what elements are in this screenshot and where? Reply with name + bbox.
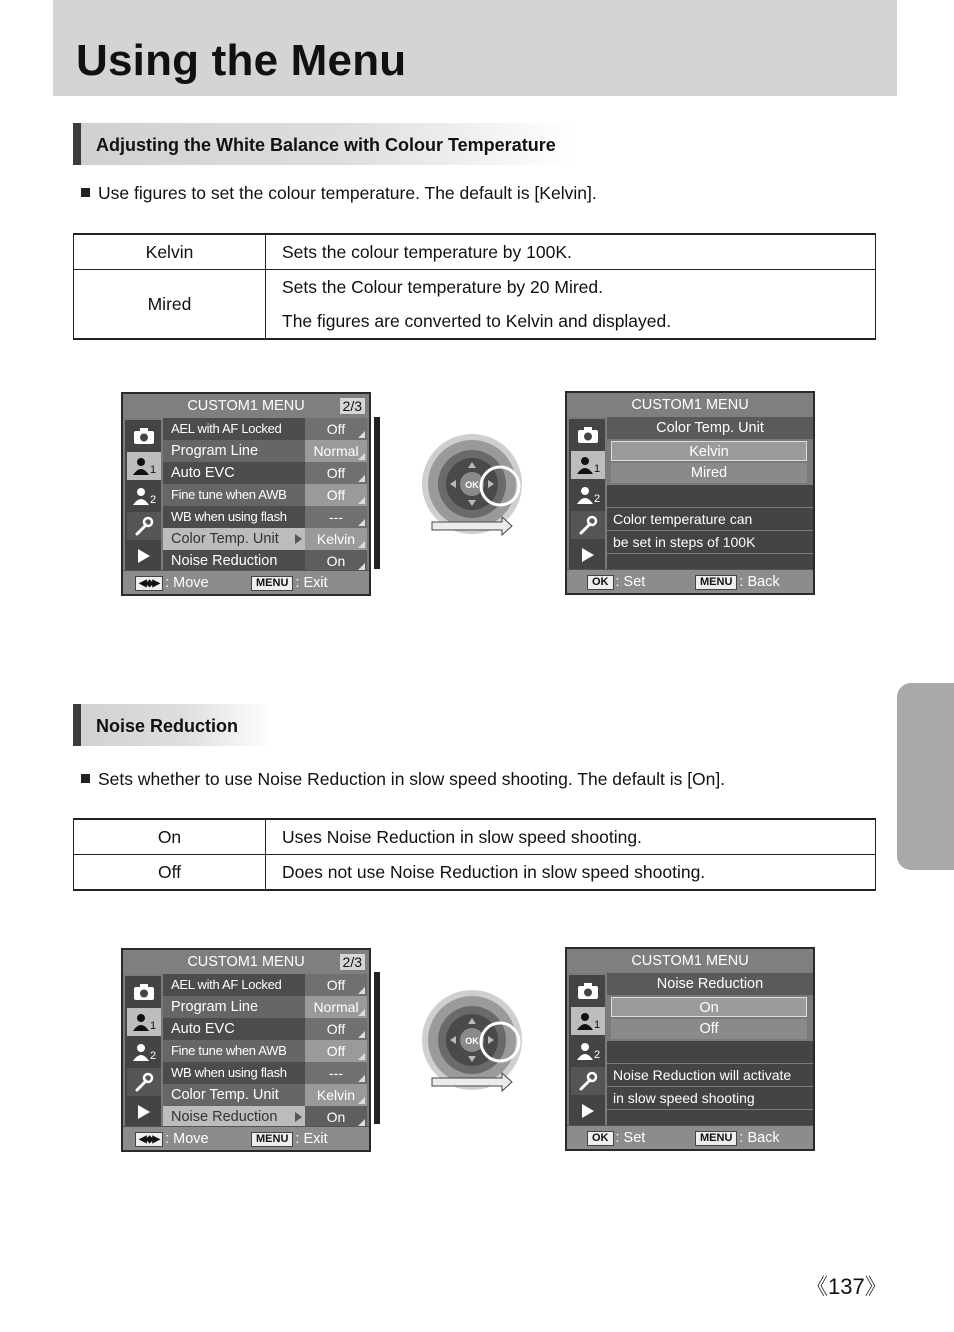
corner-marker-icon bbox=[358, 563, 365, 570]
footer-exit bbox=[251, 1131, 328, 1147]
menu-item[interactable] bbox=[163, 506, 369, 528]
icon-subscript: 1 bbox=[593, 1019, 601, 1031]
page-number: 《137》 bbox=[806, 1274, 887, 1299]
menu-item-value bbox=[305, 1018, 367, 1040]
heading-bar bbox=[73, 123, 81, 165]
ok-key-icon: OK bbox=[587, 1131, 614, 1146]
play-icon[interactable] bbox=[571, 1097, 605, 1125]
menu-page-indicator: 2/3 bbox=[340, 398, 365, 414]
wrench-icon[interactable] bbox=[571, 1067, 605, 1095]
menu-item-value-text: Off bbox=[326, 421, 346, 437]
camera-icon[interactable] bbox=[571, 977, 605, 1005]
menu-item-value-text: On bbox=[326, 553, 346, 569]
table-row bbox=[74, 855, 876, 891]
menu-item[interactable] bbox=[163, 1018, 369, 1040]
corner-marker-icon bbox=[358, 1119, 365, 1126]
corner-marker-icon bbox=[358, 497, 365, 504]
menu-title: CUSTOM1 MENU bbox=[631, 953, 749, 969]
menu-key-icon: MENU bbox=[251, 1132, 293, 1147]
menu-item-value bbox=[305, 996, 367, 1018]
bullet-text: Sets whether to use Noise Reduction in slow speed shooting. The default is [On]. bbox=[98, 769, 726, 789]
table-value bbox=[266, 234, 876, 270]
arrow-right-icon bbox=[295, 534, 302, 544]
submenu-option-selected[interactable]: Kelvin bbox=[611, 441, 807, 461]
table-key: Mired bbox=[74, 270, 266, 340]
custom1-icon[interactable] bbox=[571, 1007, 605, 1035]
play-icon[interactable] bbox=[127, 1098, 161, 1126]
scrollbar-thumb[interactable] bbox=[375, 973, 379, 1123]
noise-reduction-table bbox=[73, 818, 876, 891]
move-key-icon: ◀◆▶ bbox=[135, 1132, 163, 1147]
footer-move-text: : Move bbox=[165, 575, 209, 591]
icon-subscript: 2 bbox=[593, 493, 601, 505]
section-heading-colour-temperature bbox=[73, 123, 573, 165]
submenu-spacer bbox=[607, 485, 813, 507]
move-key-icon: ◀◆▶ bbox=[135, 576, 163, 591]
footer-back-text: : Back bbox=[739, 574, 780, 590]
menu-header bbox=[123, 394, 369, 418]
table-value-line: The figures are converted to Kelvin and displayed. bbox=[282, 311, 672, 331]
submenu-help-text: Color temperature can bbox=[607, 508, 813, 530]
table-key: Off bbox=[74, 855, 266, 891]
custom2-icon[interactable] bbox=[571, 481, 605, 509]
table-value bbox=[266, 819, 876, 855]
menu-footer bbox=[567, 569, 813, 593]
custom1-icon[interactable] bbox=[127, 452, 161, 480]
menu-item-value-text: Off bbox=[326, 1021, 346, 1037]
bullet-text: Use figures to set the colour temperature. The default is [Kelvin]. bbox=[98, 183, 597, 203]
icon-subscript: 2 bbox=[593, 1049, 601, 1061]
corner-marker-icon bbox=[358, 1075, 365, 1082]
footer-back bbox=[695, 574, 780, 590]
submenu-help-text: be set in steps of 100K bbox=[607, 531, 813, 553]
menu-item-label: WB when using flash bbox=[163, 506, 305, 528]
submenu-spacer bbox=[607, 1041, 813, 1063]
menu-item-value bbox=[305, 440, 367, 462]
corner-marker-icon bbox=[358, 519, 365, 526]
footer-move-text: : Move bbox=[165, 1131, 209, 1147]
menu-item-label bbox=[163, 528, 305, 550]
wrench-icon[interactable] bbox=[571, 511, 605, 539]
corner-marker-icon bbox=[358, 475, 365, 482]
menu-item[interactable] bbox=[163, 462, 369, 484]
menu-item-selected[interactable] bbox=[163, 528, 369, 550]
menu-header bbox=[567, 393, 813, 417]
footer-exit-text: : Exit bbox=[295, 575, 328, 591]
corner-marker-icon bbox=[358, 431, 365, 438]
section-heading-noise-reduction bbox=[73, 704, 273, 746]
menu-item[interactable] bbox=[163, 1084, 369, 1106]
table-row bbox=[74, 819, 876, 855]
bullet-square-icon bbox=[81, 188, 90, 197]
submenu-title: Noise Reduction bbox=[607, 973, 813, 995]
ok-label: OK bbox=[465, 480, 479, 490]
camera-icon[interactable] bbox=[127, 422, 161, 450]
table-value bbox=[266, 270, 876, 340]
submenu-option[interactable]: Off bbox=[611, 1019, 807, 1039]
menu-item[interactable] bbox=[163, 974, 369, 996]
menu-item-value-text: Off bbox=[326, 977, 346, 993]
arrow-right-icon bbox=[295, 1112, 302, 1122]
camera-submenu-screen bbox=[565, 947, 815, 1151]
corner-marker-icon bbox=[358, 1097, 365, 1104]
menu-item-value bbox=[305, 974, 367, 996]
menu-footer bbox=[123, 1126, 369, 1150]
menu-item-label: Fine tune when AWB bbox=[163, 1040, 305, 1062]
scrollbar-thumb[interactable] bbox=[375, 418, 379, 568]
menu-item[interactable] bbox=[163, 484, 369, 506]
corner-marker-icon bbox=[358, 453, 365, 460]
footer-back-text: : Back bbox=[739, 1130, 780, 1146]
ok-label: OK bbox=[465, 1036, 479, 1046]
menu-tab-icons bbox=[125, 976, 161, 1126]
submenu-help-text: in slow speed shooting bbox=[607, 1087, 813, 1109]
custom1-icon[interactable] bbox=[571, 451, 605, 479]
icon-subscript: 1 bbox=[149, 1020, 157, 1032]
menu-item-value bbox=[305, 1040, 367, 1062]
table-row bbox=[74, 234, 876, 270]
menu-item-value bbox=[305, 1062, 367, 1084]
footer-move bbox=[135, 1131, 209, 1147]
menu-item-value bbox=[305, 506, 367, 528]
menu-footer bbox=[567, 1125, 813, 1149]
menu-item-label: Noise Reduction bbox=[163, 550, 305, 572]
camera-menu-screen bbox=[121, 948, 371, 1152]
play-icon[interactable] bbox=[571, 541, 605, 569]
table-value-line: Uses Noise Reduction in slow speed shooting. bbox=[282, 827, 642, 847]
bullet-square-icon bbox=[81, 774, 90, 783]
camera-menu-screen bbox=[121, 392, 371, 596]
bullet-colour-temperature bbox=[81, 183, 597, 204]
menu-item-value bbox=[305, 484, 367, 506]
play-icon[interactable] bbox=[127, 542, 161, 570]
ok-dial-icon bbox=[420, 432, 528, 540]
menu-item-value-text: Off bbox=[326, 1043, 346, 1059]
menu-item[interactable] bbox=[163, 1040, 369, 1062]
table-value bbox=[266, 855, 876, 891]
camera-icon[interactable] bbox=[571, 421, 605, 449]
menu-item[interactable] bbox=[163, 1062, 369, 1084]
menu-item-value-text: Off bbox=[326, 487, 346, 503]
menu-item-value-text: Kelvin bbox=[316, 531, 356, 547]
section-heading-text: Noise Reduction bbox=[96, 716, 239, 736]
custom1-icon[interactable] bbox=[127, 1008, 161, 1036]
menu-footer bbox=[123, 570, 369, 594]
footer-set bbox=[587, 1130, 645, 1146]
icon-subscript: 2 bbox=[149, 494, 157, 506]
menu-item-label: Color Temp. Unit bbox=[163, 1084, 305, 1106]
menu-header bbox=[123, 950, 369, 974]
footer-set bbox=[587, 574, 645, 590]
menu-item-value-text: Normal bbox=[313, 443, 359, 459]
wrench-icon[interactable] bbox=[127, 512, 161, 540]
corner-marker-icon bbox=[358, 1031, 365, 1038]
menu-item-value-text: --- bbox=[329, 509, 343, 525]
menu-item-label: Program Line bbox=[163, 996, 305, 1018]
submenu-title: Color Temp. Unit bbox=[607, 417, 813, 439]
footer-back bbox=[695, 1130, 780, 1146]
menu-item-label-text: Noise Reduction bbox=[171, 1109, 278, 1125]
menu-item-value-text: --- bbox=[329, 1065, 343, 1081]
icon-subscript: 2 bbox=[149, 1050, 157, 1062]
menu-title: CUSTOM1 MENU bbox=[187, 398, 305, 414]
menu-scrollbar[interactable] bbox=[374, 972, 380, 1124]
corner-marker-icon bbox=[358, 987, 365, 994]
menu-header bbox=[567, 949, 813, 973]
camera-icon[interactable] bbox=[127, 978, 161, 1006]
footer-move bbox=[135, 575, 209, 591]
menu-item-value bbox=[305, 1084, 367, 1106]
submenu-help-text: Noise Reduction will activate bbox=[607, 1064, 813, 1086]
menu-key-icon: MENU bbox=[251, 576, 293, 591]
menu-item-value bbox=[305, 418, 367, 440]
menu-item-label-text: Color Temp. Unit bbox=[171, 531, 279, 547]
menu-items bbox=[163, 974, 369, 1128]
menu-tab-icons bbox=[569, 419, 605, 569]
table-value-line: Sets the Colour temperature by 20 Mired. bbox=[282, 277, 603, 297]
wrench-icon[interactable] bbox=[127, 1068, 161, 1096]
menu-scrollbar[interactable] bbox=[374, 417, 380, 569]
menu-item[interactable] bbox=[163, 996, 369, 1018]
menu-tab-icons bbox=[125, 420, 161, 570]
footer-exit bbox=[251, 575, 328, 591]
icon-subscript: 1 bbox=[149, 464, 157, 476]
table-value-line: Does not use Noise Reduction in slow speed shooting. bbox=[282, 862, 706, 882]
section-heading-text: Adjusting the White Balance with Colour Temperature bbox=[96, 135, 556, 155]
heading-bar bbox=[73, 704, 81, 746]
menu-key-icon: MENU bbox=[695, 1131, 737, 1146]
menu-item-label bbox=[163, 1106, 305, 1128]
colour-temperature-table bbox=[73, 233, 876, 340]
menu-title: CUSTOM1 MENU bbox=[631, 397, 749, 413]
menu-item-value bbox=[305, 1106, 367, 1128]
ok-dial-icon bbox=[420, 988, 528, 1096]
custom2-icon[interactable] bbox=[127, 1038, 161, 1066]
menu-title: CUSTOM1 MENU bbox=[187, 954, 305, 970]
corner-marker-icon bbox=[358, 1053, 365, 1060]
ok-key-icon: OK bbox=[587, 575, 614, 590]
submenu-option[interactable]: Mired bbox=[611, 463, 807, 483]
menu-item[interactable] bbox=[163, 440, 369, 462]
corner-marker-icon bbox=[358, 1009, 365, 1016]
custom2-icon[interactable] bbox=[127, 482, 161, 510]
menu-page-indicator: 2/3 bbox=[340, 954, 365, 970]
footer-exit-text: : Exit bbox=[295, 1131, 328, 1147]
menu-item-label: Auto EVC bbox=[163, 1018, 305, 1040]
menu-item-selected[interactable] bbox=[163, 1106, 369, 1128]
submenu-panel bbox=[607, 973, 813, 1132]
icon-subscript: 1 bbox=[593, 463, 601, 475]
corner-marker-icon bbox=[358, 541, 365, 548]
menu-item-value bbox=[305, 550, 367, 572]
menu-item-label: AEL with AF Locked bbox=[163, 974, 305, 996]
menu-item-label: Auto EVC bbox=[163, 462, 305, 484]
custom2-icon[interactable] bbox=[571, 1037, 605, 1065]
menu-item-value bbox=[305, 528, 367, 550]
menu-key-icon: MENU bbox=[695, 575, 737, 590]
camera-submenu-screen bbox=[565, 391, 815, 595]
menu-item-value-text: Kelvin bbox=[316, 1087, 356, 1103]
menu-item[interactable] bbox=[163, 550, 369, 572]
table-value-line: Sets the colour temperature by 100K. bbox=[282, 242, 572, 262]
menu-item-label: WB when using flash bbox=[163, 1062, 305, 1084]
menu-item-label: Program Line bbox=[163, 440, 305, 462]
menu-item-label: AEL with AF Locked bbox=[163, 418, 305, 440]
menu-item-label: Fine tune when AWB bbox=[163, 484, 305, 506]
page-title: Using the Menu bbox=[76, 36, 407, 85]
submenu-panel bbox=[607, 417, 813, 576]
menu-item[interactable] bbox=[163, 418, 369, 440]
menu-item-value-text: Off bbox=[326, 465, 346, 481]
menu-item-value-text: On bbox=[326, 1109, 346, 1125]
table-row bbox=[74, 270, 876, 340]
bullet-noise-reduction bbox=[81, 769, 725, 790]
table-key: On bbox=[74, 819, 266, 855]
chapter-side-tab bbox=[897, 683, 954, 870]
table-key: Kelvin bbox=[74, 234, 266, 270]
menu-item-value-text: Normal bbox=[313, 999, 359, 1015]
submenu-option-selected[interactable]: On bbox=[611, 997, 807, 1017]
footer-set-text: : Set bbox=[615, 1130, 646, 1146]
menu-items bbox=[163, 418, 369, 572]
menu-item-value bbox=[305, 462, 367, 484]
footer-set-text: : Set bbox=[615, 574, 646, 590]
menu-tab-icons bbox=[569, 975, 605, 1125]
